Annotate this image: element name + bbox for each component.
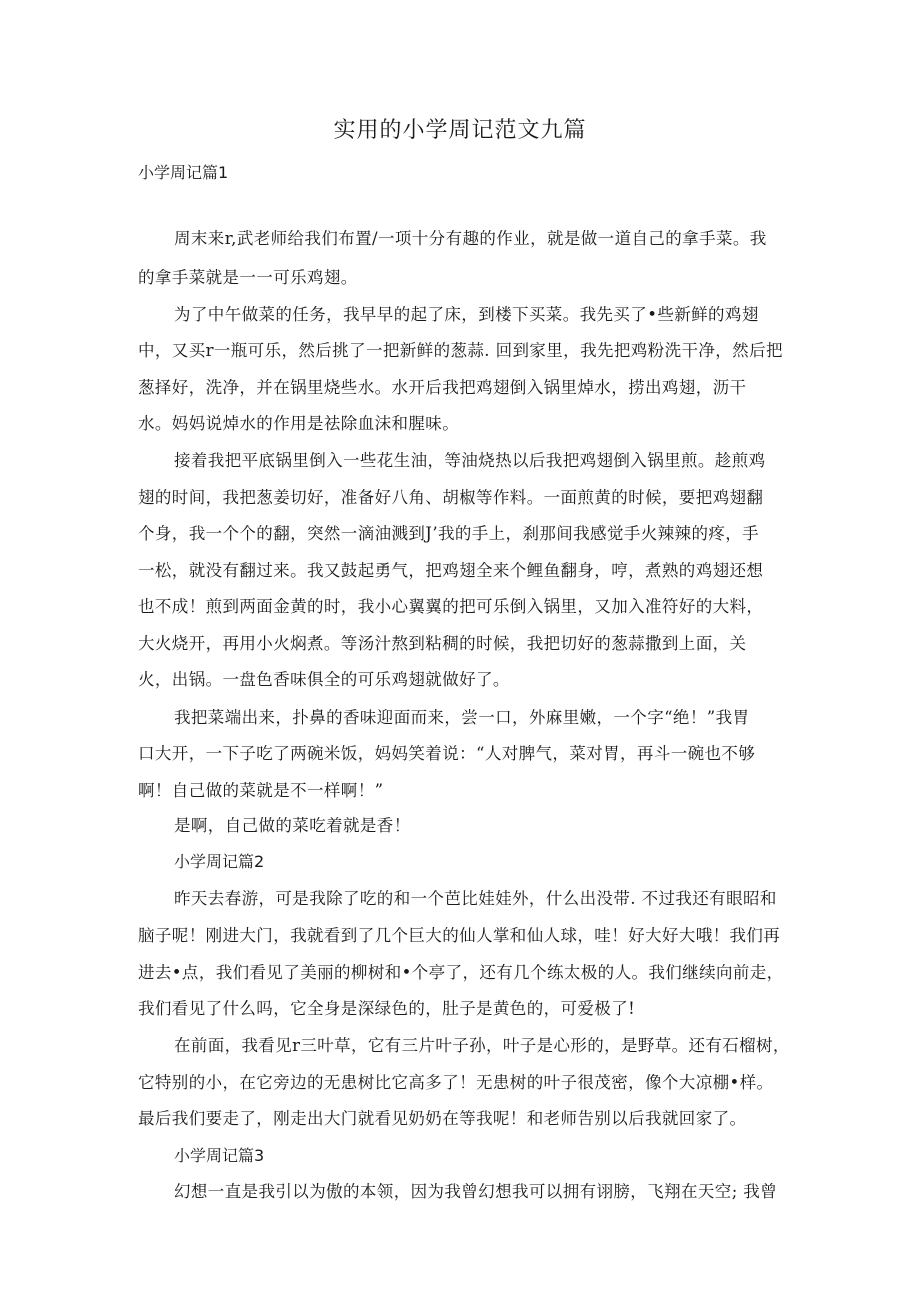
paragraph-line: 是啊，自己做的菜吃着就是香！ bbox=[174, 816, 411, 835]
paragraph-line: 接着我把平底锅里倒入一些花生油，等油烧热以后我把鸡翅倒入锅里煎。趁煎鸡 bbox=[174, 451, 766, 470]
paragraph-line: 大火烧开，再用小火焖煮。等汤汁熬到粘稠的时候，我把切好的葱蒜撒到上面，关 bbox=[138, 634, 747, 653]
section-heading-3: 小学周记篇3 bbox=[174, 1146, 265, 1165]
paragraph-line: 我把菜端出来，扑鼻的香味迎面而来，尝一口，外麻里嫩，一个字“绝！”我胃 bbox=[174, 708, 750, 727]
paragraph-line: 进去•点，我们看见了美丽的柳树和•个亭了，还有几个练太极的人。我们继续向前走， bbox=[138, 963, 784, 982]
section-heading-2: 小学周记篇2 bbox=[174, 852, 265, 871]
paragraph-line: 为了中午做菜的任务，我早早的起了床，到楼下买菜。我先买了•些新鲜的鸡翅 bbox=[174, 305, 759, 324]
paragraph-line: 翅的时间，我把葱姜切好，准备好八角、胡椒等作料。一面煎黄的时候，要把鸡翅翻 bbox=[138, 488, 764, 507]
paragraph-line: 最后我们要走了，刚走出大门就看见奶奶在等我呢！和老师告别以后我就回家了。 bbox=[138, 1109, 747, 1128]
paragraph-line: 幻想一直是我引以为傲的本领，因为我曾幻想我可以拥有诩膀，飞翔在天空; 我曾 bbox=[174, 1182, 778, 1201]
paragraph-line: 我们看见了什么吗，它全身是深绿色的，肚子是黄色的，可爱极了! bbox=[138, 999, 636, 1018]
paragraph-line: 火，出锅。一盘色香味俱全的可乐鸡翅就做好了。 bbox=[138, 670, 510, 689]
paragraph-line: 啊！自己做的菜就是不一样啊！” bbox=[138, 781, 384, 800]
paragraph-line: 周末来r,武老师给我们布置/一项十分有趣的作业，就是做一道自己的拿手菜。我 bbox=[174, 229, 767, 248]
document-title: 实用的小学周记范文九篇 bbox=[333, 118, 587, 143]
paragraph-line: 葱择好，洗净，并在锅里烧些水。水开后我把鸡翅倒入锅里焯水，捞出鸡翅，沥干 bbox=[138, 378, 747, 397]
paragraph-line: 昨天去春游，可是我除了吃的和一个芭比娃娃外，什么出没带. 不过我还有眼昭和 bbox=[174, 889, 777, 908]
paragraph-line: 脑子呢！刚进大门，我就看到了几个巨大的仙人掌和仙人球，哇！好大好大哦！我们再 bbox=[138, 926, 781, 945]
paragraph-line: 的拿手菜就是一一可乐鸡翅。 bbox=[138, 268, 358, 287]
paragraph-line: 水。妈妈说焯水的作用是祛除血沫和腥味。 bbox=[138, 414, 460, 433]
section-heading-1: 小学周记篇1 bbox=[138, 163, 229, 182]
paragraph-line: 中，又买r一瓶可乐，然后挑了一把新鲜的葱蒜. 回到家里，我先把鸡粉洗干净，然后把 bbox=[138, 341, 783, 360]
paragraph-line: 也不成！煎到两面金黄的时，我小心翼翼的把可乐倒入锅里，又加入准符好的大料， bbox=[138, 597, 764, 616]
paragraph-line: 它特别的小，在它旁边的无患树比它高多了！无患树的叶子很茂密，像个大凉棚•样。 bbox=[138, 1073, 774, 1092]
paragraph-line: 口大开，一下子吃了两碗米饭，妈妈笑着说：“人对脾气，菜对胃，再斗一碗也不够 bbox=[138, 744, 756, 763]
paragraph-line: 个身，我一个个的翻，突然一滴油溅到J’我的手上，刹那间我感觉手火辣辣的疼，手 bbox=[138, 524, 760, 543]
paragraph-line: 在前面，我看见r三叶草，它有三片叶子孙，叶子是心形的，是野草。还有石榴树， bbox=[174, 1036, 790, 1055]
paragraph-line: 一松，就没有翻过来。我又鼓起勇气，把鸡翅全来个鲤鱼翻身，哼，煮熟的鸡翅还想 bbox=[138, 561, 764, 580]
